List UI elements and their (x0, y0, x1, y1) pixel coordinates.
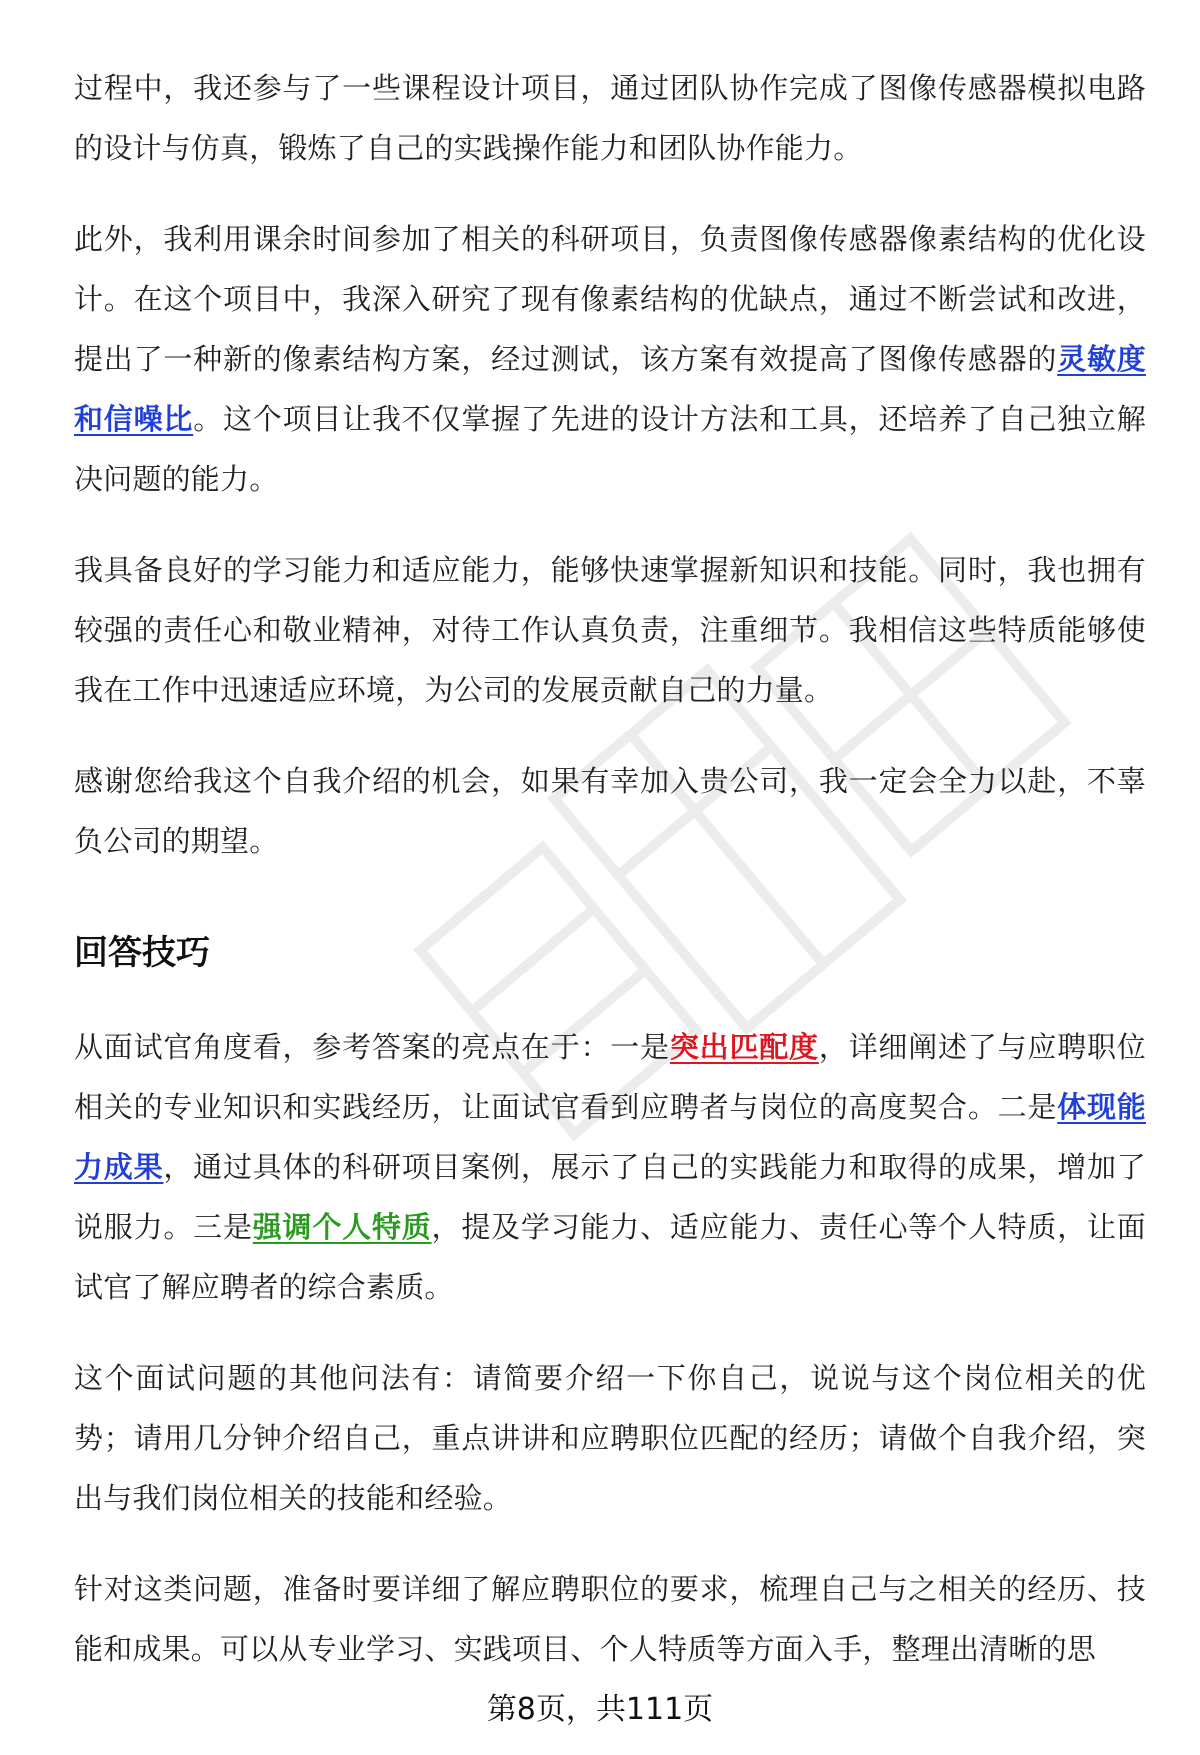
paragraph-text: 。这个项目让我不仅掌握了先进的设计方法和工具，还培养了自己独立解决问题的能力。 (74, 402, 1146, 496)
paragraph-text: ，详细阐述了与应聘职位相关的专业知识和实践经历，让面试官看到应聘者与岗位的高度契合。二是 (74, 1030, 1146, 1124)
paragraph-text: 从面试官角度看，参考答案的亮点在于：一是 (74, 1030, 670, 1064)
paragraph (74, 58, 1146, 178)
paragraph-text: 我具备良好的学习能力和适应能力，能够快速掌握新知识和技能。同时，我也拥有较强的责任心和敬业精神，对待工作认真负责，注重细节。我相信这些特质能够使我在工作中迅速适应环境，为公司的发展贡献自己的力量。 (74, 553, 1146, 707)
paragraph (74, 1559, 1146, 1679)
intro-section (74, 58, 1146, 871)
paragraph (74, 540, 1146, 720)
page-number: 第8页，共111页 (486, 1692, 714, 1727)
paragraph (74, 209, 1146, 509)
paragraph-text: ，通过具体的科研项目案例，展示了自己的实践能力和取得的成果，增加了说服力。三是 (74, 1150, 1146, 1244)
paragraph (74, 1348, 1146, 1528)
highlight-red: 突出匹配度 (669, 1030, 819, 1064)
paragraph-text: 这个面试问题的其他问法有：请简要介绍一下你自己，说说与这个岗位相关的优势；请用几分钟介绍自己，重点讲讲和应聘职位匹配的经历；请做个自我介绍，突出与我们岗位相关的技能和经验。 (74, 1361, 1146, 1515)
highlight-green: 强调个人特质 (252, 1210, 432, 1244)
highlight-blue: 体现能力成果 (74, 1090, 1146, 1184)
tips-section (74, 1017, 1146, 1679)
paragraph-text: 此外，我利用课余时间参加了相关的科研项目，负责图像传感器像素结构的优化设计。在这个项目中，我深入研究了现有像素结构的优缺点，通过不断尝试和改进，提出了一种新的像素结构方案，经过测试，该方案有效提高了图像传感器的 (74, 222, 1146, 376)
paragraph-text: 针对这类问题，准备时要详细了解应聘职位的要求，梳理自己与之相关的经历、技能和成果。可以从专业学习、实践项目、个人特质等方面入手，整理出清晰的思 (74, 1572, 1146, 1666)
paragraph-text: 感谢您给我这个自我介绍的机会，如果有幸加入贵公司，我一定会全力以赴，不辜负公司的期望。 (74, 764, 1146, 858)
highlight-blue: 灵敏度和信噪比 (74, 342, 1146, 436)
section-heading: 回答技巧 (74, 933, 210, 973)
paragraph (74, 751, 1146, 871)
paragraph-text: 过程中，我还参与了一些课程设计项目，通过团队协作完成了图像传感器模拟电路的设计与仿真，锻炼了自己的实践操作能力和团队协作能力。 (74, 71, 1146, 165)
paragraph (74, 1017, 1146, 1317)
document-body (74, 58, 1146, 1710)
paragraph-text: ，提及学习能力、适应能力、责任心等个人特质，让面试官了解应聘者的综合素质。 (74, 1210, 1146, 1304)
